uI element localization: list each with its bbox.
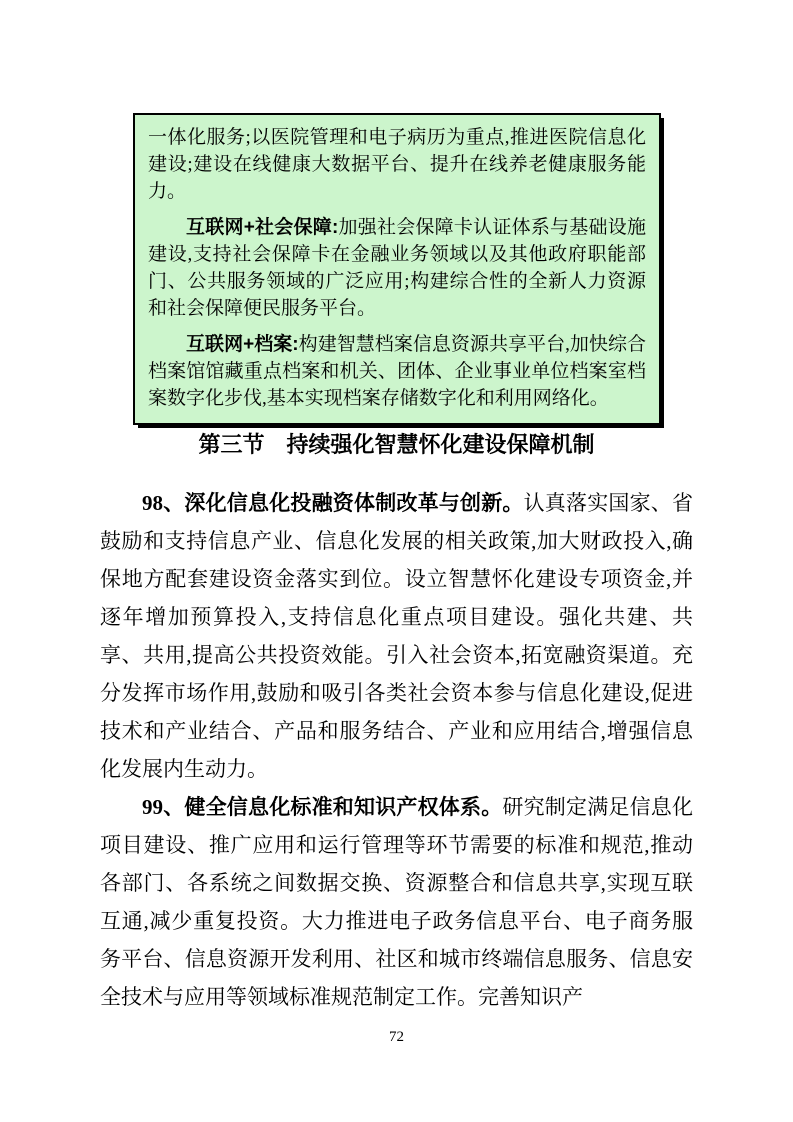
paragraph-99 [100,788,693,1016]
paragraph-98 [100,484,693,788]
body-text [100,484,693,1016]
paragraph-98-lead: 98、深化信息化投融资体制改革与创新。 [142,491,524,515]
paragraph-99-lead: 99、健全信息化标准和知识产权体系。 [142,795,503,819]
callout-paragraph-text: 一体化服务;以医院管理和电子病历为重点,推进医院信息化建设;建设在线健康大数据平台、提升在线养老健康服务能力。 [148,127,646,202]
section-heading: 第三节 持续强化智慧怀化建设保障机制 [198,432,595,457]
callout-paragraph-social-security [148,214,646,322]
callout-paragraph-continuation [148,124,646,205]
page-number: 72 [389,1029,404,1045]
callout-paragraph-text: 加强社会保障卡认证体系与基础设施建设,支持社会保障卡在金融业务领域以及其他政府职能部门、公共服务领域的广泛应用;构建综合性的全新人力资源和社会保障便民服务平台。 [148,217,646,319]
callout-box [133,113,661,425]
callout-paragraph-lead: 互联网+档案: [186,334,299,355]
paragraph-99-text: 研究制定满足信息化项目建设、推广应用和运行管理等环节需要的标准和规范,推动各部门、各系统之间数据交换、资源整合和信息共享,实现互联互通,减少重复投资。大力推进电子政务信息平台、电子商务服务平台、信息资源开发利用、社区和城市终端信息服务、信息安全技术与应用等领域标准规范制定工作。完善知识产 [100,795,694,1009]
paragraph-98-text: 认真落实国家、省鼓励和支持信息产业、信息化发展的相关政策,加大财政投入,确保地方配套建设资金落实到位。设立智慧怀化建设专项资金,并逐年增加预算投入,支持信息化重点项目建设。强化共建、共享、共用,提高公共投资效能。引入社会资本,拓宽融资渠道。充分发挥市场作用,鼓励和吸引各类社会资本参与信息化建设,促进技术和产业结合、产品和服务结合、产业和应用结合,增强信息化发展内生动力。 [100,491,694,781]
callout-paragraph-lead: 互联网+社会保障: [186,217,339,238]
callout-paragraph-text: 构建智慧档案信息资源共享平台,加快综合档案馆馆藏重点档案和机关、团体、企业事业单位档案室档案数字化步伐,基本实现档案存储数字化和利用网络化。 [148,334,646,409]
callout-paragraph-archives [148,331,646,412]
